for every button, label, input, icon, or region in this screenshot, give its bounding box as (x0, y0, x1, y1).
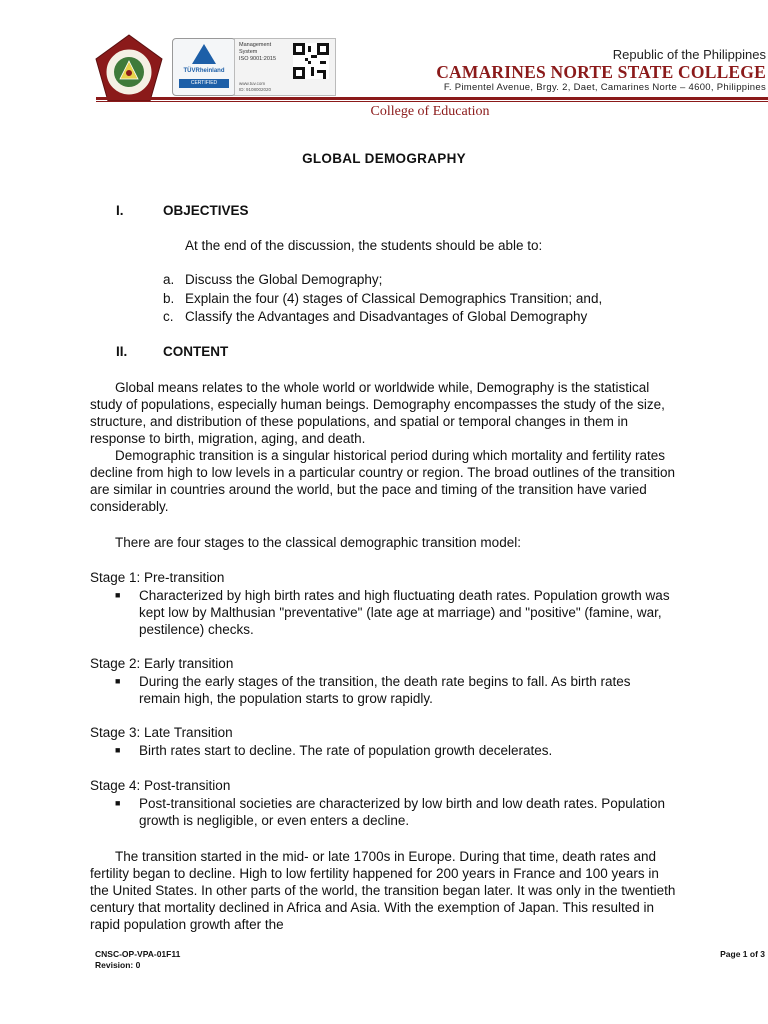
objective-b-mark: b. (163, 291, 175, 306)
section-2-title: CONTENT (163, 344, 229, 359)
iso-lines: Management System ISO 9001:2015 (239, 42, 277, 62)
tuv-certified-badge (172, 38, 236, 96)
stage-3-bullet: ■ Birth rates start to decline. The rate of population growth decelerates. (115, 743, 553, 758)
section-1-number: I. (116, 203, 124, 218)
paragraph-global-demography: Global means relates to the whole world or worldwide while, Demography is the statistical study of populations, especially human beings. Demography encompasses the study of the size, structure, and distribution of these populations, and spatial or temporal changes in them in response to birth, migration, aging, and death. (90, 380, 665, 446)
objective-a: Discuss the Global Demography; (185, 272, 383, 287)
objective-c-mark: c. (163, 309, 174, 324)
department-name: College of Education (370, 104, 490, 119)
college-seal-logo (92, 33, 166, 107)
section-1-title: OBJECTIVES (163, 203, 249, 218)
college-name: CAMARINES NORTE STATE COLLEGE (436, 62, 766, 82)
bullet-square-icon: ■ (115, 676, 121, 686)
tuv-brand: TÜVRheinland (183, 68, 225, 74)
stage-2-bullet: ■ During the early stages of the transition, the death rate begins to fall. As birth rates remain high, the population starts to grow rapidly. (115, 674, 631, 706)
document-title: GLOBAL DEMOGRAPHY (302, 151, 466, 166)
objective-c: Classify the Advantages and Disadvantages of Global Demography (185, 309, 588, 324)
republic-label: Republic of the Philippines (612, 47, 766, 62)
qr-code-icon (293, 43, 329, 79)
stage-3-title: Stage 3: Late Transition (90, 725, 233, 740)
tuv-url-id: www.tuv.com ID: 9108002020 (239, 81, 272, 92)
section-2-number: II. (116, 344, 128, 359)
header-divider (96, 97, 768, 100)
objectives-intro: At the end of the discussion, the students should be able to: (185, 238, 543, 253)
content-paragraphs (90, 379, 680, 515)
iso-certification-panel (234, 38, 336, 96)
college-address: F. Pimentel Avenue, Brgy. 2, Daet, Camarines Norte – 4600, Philippines (443, 82, 766, 93)
stage-2-title: Stage 2: Early transition (90, 656, 234, 671)
objective-a-mark: a. (163, 272, 175, 287)
stage-1-title: Stage 1: Pre-transition (90, 570, 225, 585)
stage-1-bullet: ■ Characterized by high birth rates and high fluctuating death rates. Population growth was kept low by Malthusian "preventative" (late age at marriage) and "positive" (famine, war, pestilence) checks. (115, 588, 670, 637)
tuv-certified-label: CERTIFIED (179, 79, 229, 88)
paragraph-transition-history: The transition started in the mid- or late 1700s in Europe. During that time, death rates and fertility began to decline. High to low fertility happened for 200 years in France and 100 years in the United States. In other parts of the world, the transition began later. It was only in the twentieth century that mortality declined in Africa and Asia. With the exemption of Japan. This resulted in rapid population growth after the (90, 849, 676, 932)
bullet-square-icon: ■ (115, 745, 121, 755)
tuv-triangle-icon (192, 44, 216, 64)
header-divider-thin (96, 101, 768, 102)
stage-4-title: Stage 4: Post-transition (90, 778, 231, 793)
page-number: Page 1 of 3 (720, 949, 765, 959)
objective-b: Explain the four (4) stages of Classical Demographics Transition; and, (185, 291, 603, 306)
bullet-square-icon: ■ (115, 590, 121, 600)
bullet-square-icon: ■ (115, 798, 121, 808)
paragraph-four-stages: There are four stages to the classical demographic transition model: (115, 535, 521, 550)
paragraph-demographic-transition: Demographic transition is a singular historical period during which mortality and fertility rates decline from high to low levels in a particular country or region. The broad outlines of the transition are similar in countries around the world, but the pace and timing of the transition have varied considerably. (90, 448, 676, 514)
footer-document-code: CNSC-OP-VPA-01F11 Revision: 0 (95, 949, 181, 970)
stage-4-bullet: ■ Post-transitional societies are characterized by low birth and low death rates. Population growth is negligible, or even enters a decline. (115, 796, 666, 828)
